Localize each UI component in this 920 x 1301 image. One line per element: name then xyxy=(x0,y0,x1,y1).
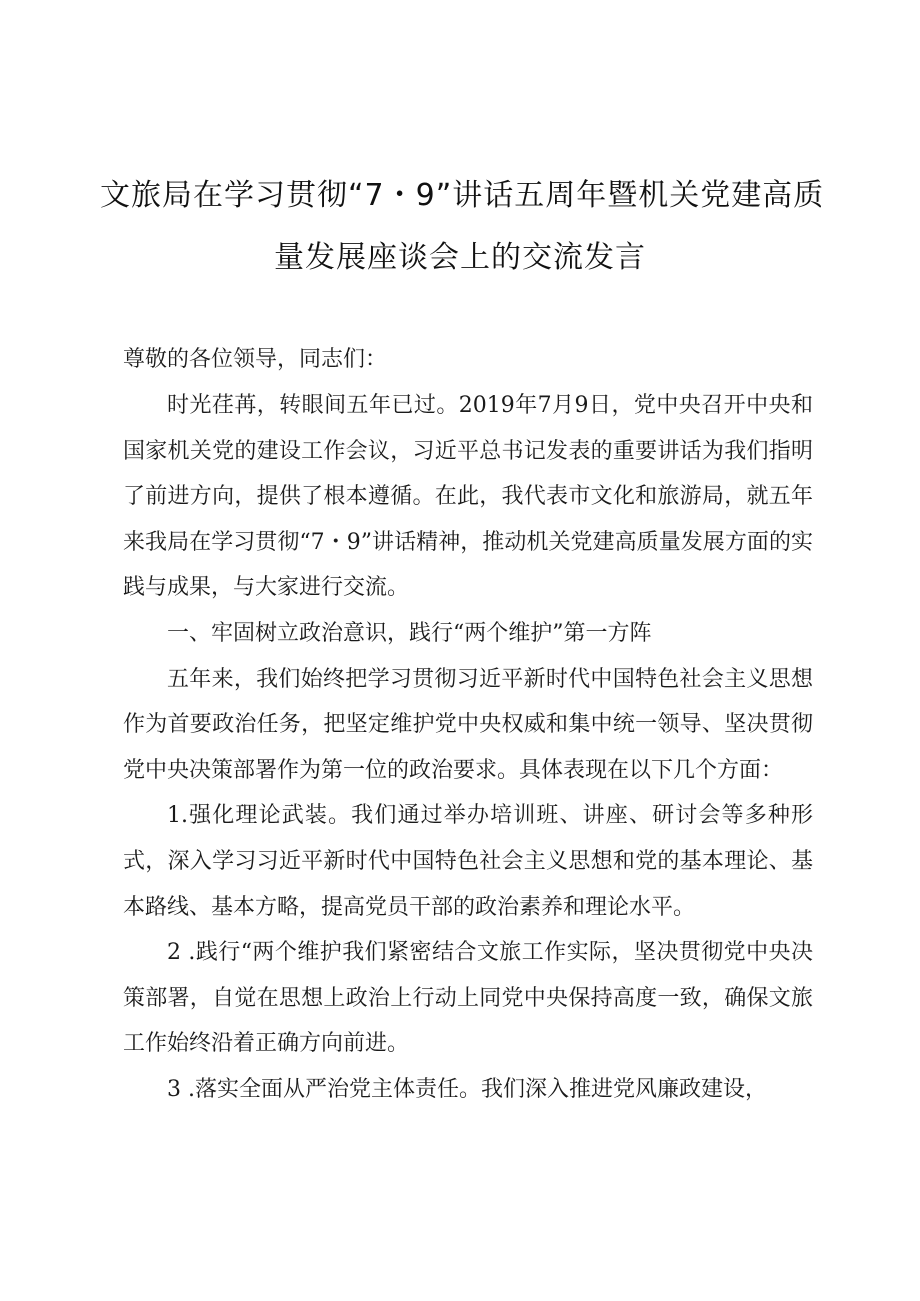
paragraph-item-2: 2 .践行“两个维护我们紧密结合文旅工作实际，坚决贯彻党中央决策部署，自觉在思想上政治上行动上同党中央保持高度一致，确保文旅工作始终沿着正确方向前进。 xyxy=(123,940,813,1057)
document-title-line-2: 量发展座谈会上的交流发言 xyxy=(274,240,646,275)
paragraph-item-1: 1.强化理论武装。我们通过举办培训班、讲座、研讨会等多种形式，深入学习习近平新时代中国特色社会主义思想和党的基本理论、基本路线、基本方略，提高党员干部的政治素养和理论水平。 xyxy=(123,803,813,920)
paragraph-item-3: 3 .落实全面从严治党主体责任。我们深入推进党风廉政建设， xyxy=(167,1076,767,1102)
section-heading-1: 一、牢固树立政治意识，践行“两个维护”第一方阵 xyxy=(167,620,652,646)
document-title-line-1: 文旅局在学习贯彻“7・9”讲话五周年暨机关党建高质 xyxy=(100,178,825,213)
paragraph-section-1-intro: 五年来，我们始终把学习贯彻习近平新时代中国特色社会主义思想作为首要政治任务，把坚定维护党中央权威和集中统一领导、坚决贯彻党中央决策部署作为第一位的政治要求。具体表现在以下几个方面： xyxy=(123,666,813,783)
paragraph-opening: 时光荏苒，转眼间五年已过。2019年7月9日，党中央召开中央和国家机关党的建设工作会议，习近平总书记发表的重要讲话为我们指明了前进方向，提供了根本遵循。在此，我代表市文化和旅游局，就五年来我局在学习贯彻“7・9”讲话精神，推动机关党建高质量发展方面的实践与成果，与大家进行交流。 xyxy=(123,393,813,601)
document-body xyxy=(123,383,813,1113)
salutation: 尊敬的各位领导，同志们： xyxy=(123,347,388,372)
